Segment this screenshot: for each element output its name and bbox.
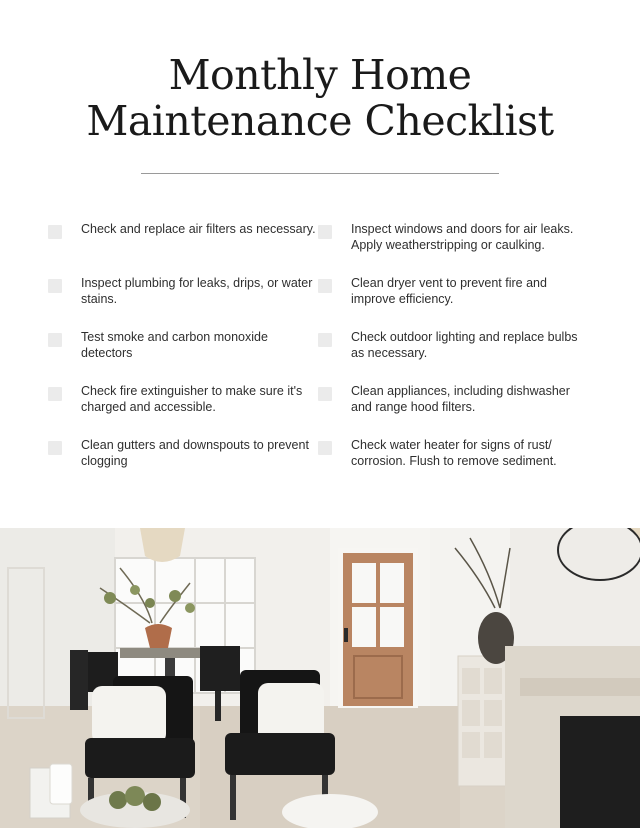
interior-photo-illustration	[0, 528, 640, 828]
checklist-item[interactable]	[48, 276, 318, 316]
page-title-line-2: Maintenance Checklist	[86, 97, 554, 145]
checklist-item-text: Check water heater for signs of rust/ corrosion. Flush to remove sediment.	[351, 438, 557, 468]
checkbox[interactable]	[48, 333, 62, 347]
checklist-item-text: Clean appliances, including dishwasher and range hood filters.	[351, 384, 570, 414]
checkbox[interactable]	[318, 441, 332, 455]
checklist-item-text: Check outdoor lighting and replace bulbs as necessary.	[351, 330, 578, 360]
checkbox[interactable]	[48, 279, 62, 293]
interior-photo	[0, 528, 640, 828]
checklist-item[interactable]	[318, 276, 588, 316]
checklist-item[interactable]	[318, 438, 588, 478]
checklist-item-text: Check and replace air filters as necessary.	[81, 222, 316, 236]
checklist-item-text: Check fire extinguisher to make sure it's charged and accessible.	[81, 384, 303, 414]
checkbox[interactable]	[48, 225, 62, 239]
checklist-item-text: Clean dryer vent to prevent fire and improve efficiency.	[351, 276, 547, 306]
checklist-item-text: Clean gutters and downspouts to prevent clogging	[81, 438, 309, 468]
checkbox[interactable]	[318, 279, 332, 293]
checklist-item[interactable]	[48, 222, 318, 262]
checklist-item-text: Inspect windows and doors for air leaks. Apply weatherstripping or caulking.	[351, 222, 574, 252]
page-title-line-1: Monthly Home	[168, 51, 472, 99]
title-divider	[141, 173, 499, 174]
checklist-item[interactable]	[48, 438, 318, 478]
checkbox[interactable]	[48, 441, 62, 455]
checkbox[interactable]	[318, 333, 332, 347]
page-title	[0, 52, 640, 144]
checklist-item[interactable]	[318, 384, 588, 424]
checklist-item-text: Test smoke and carbon monoxide detectors	[81, 330, 268, 360]
checklist-item[interactable]	[48, 330, 318, 370]
checkbox[interactable]	[318, 225, 332, 239]
checkbox[interactable]	[48, 387, 62, 401]
checklist-item[interactable]	[48, 384, 318, 424]
checklist-item[interactable]	[318, 330, 588, 370]
checklist-item[interactable]	[318, 222, 588, 262]
checklist-item-text: Inspect plumbing for leaks, drips, or water stains.	[81, 276, 313, 306]
checkbox[interactable]	[318, 387, 332, 401]
